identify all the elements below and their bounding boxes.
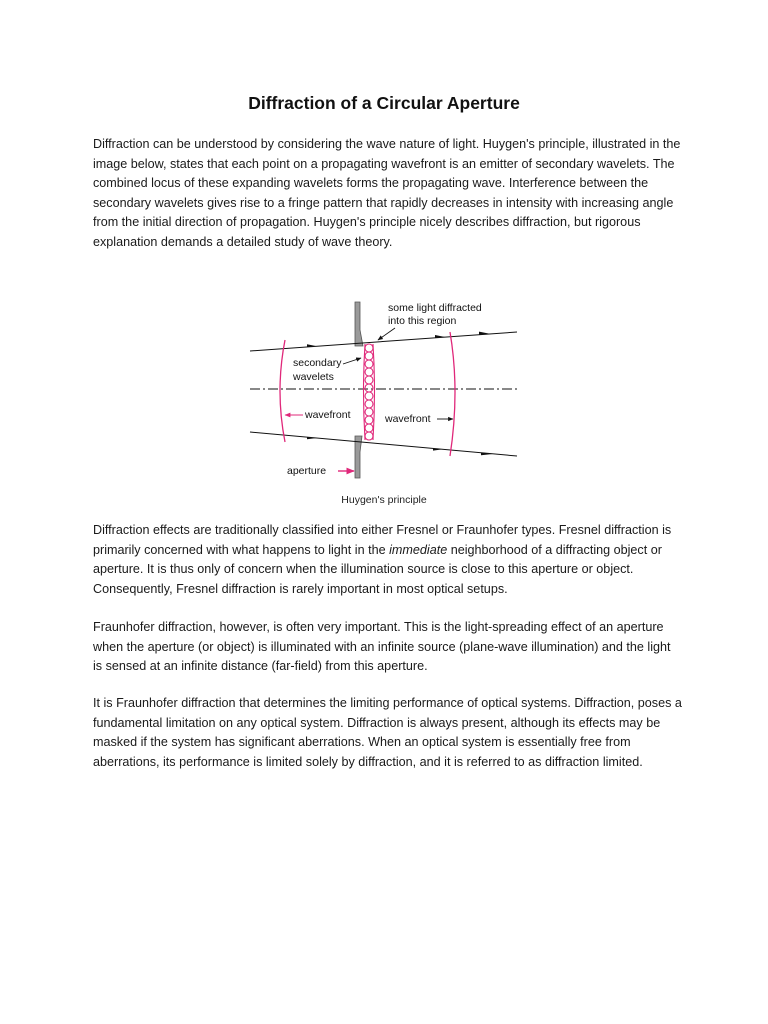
right-wavefront (450, 332, 455, 456)
secondary-wavelets (364, 344, 375, 440)
wavefront-right-label: wavefront (385, 413, 431, 425)
intro-paragraph: Diffraction can be understood by considering the wave nature of light. Huygen's principle, illustrated in the image below, states that each point on a propagating wavefront is an emitter of secondary wavelets. The combined locus of these expanding wavelets forms the propagating wave. Interference between the secondary wavelets gives rise to a fringe pattern that rapidly decreases in intensity with increasing angle from the initial direction of propagation. Huygen's principle nicely describes diffraction, but rigorous explanation demands a detailed study of wave theory. (93, 137, 681, 249)
upper-ray (250, 332, 517, 351)
fresnel-text-2: neighborhood of a diffracting object or aperture. It is thus only of concern when the illumination source is close to this aperture or object. Consequently, Fresnel diffraction is rarely important in most optical setups. (93, 542, 662, 596)
lower-ray (250, 432, 517, 456)
figure-caption: Huygen's principle (341, 494, 427, 506)
aperture-upper-blade (355, 302, 363, 346)
secondary-label-line2: wavelets (293, 371, 334, 383)
fresnel-text-1: Diffraction effects are traditionally classified into either Fresnel or Fraunhofer types. Fresnel diffraction is primarily concerned with what happens to light in the (93, 523, 672, 557)
limiting-performance-paragraph: It is Fraunhofer diffraction that determines the limiting performance of optical systems. Diffraction, poses a fundamental limitation on any optical system. Diffraction is always present, although its effects may be masked if the system has significant aberrations. When an optical system is essentially free from aberrations, its performance is limited solely by diffraction, and it is referred to as diffraction limited. (93, 696, 682, 769)
wavefront-left-label: wavefront (305, 409, 351, 421)
aperture-label: aperture (287, 465, 327, 477)
secondary-label-line1: secondary (293, 357, 342, 369)
fresnel-paragraph (93, 521, 683, 599)
page-title: Diffraction of a Circular Aperture (248, 93, 520, 113)
diffracted-label-line1: some light diffracted (388, 302, 482, 314)
left-wavefront (280, 340, 285, 442)
fresnel-emphasis: immediate (389, 542, 448, 557)
diffracted-label-line2: into this region (388, 315, 457, 327)
fraunhofer-paragraph: Fraunhofer diffraction, however, is often very important. This is the light-spreading effect of an aperture when the aperture (or object) is illuminated with an infinite source (plane-wave illumination) and the light is sensed at an infinite distance (far-field) from this aperture. (93, 620, 671, 674)
huygens-principle-diagram (245, 296, 525, 480)
